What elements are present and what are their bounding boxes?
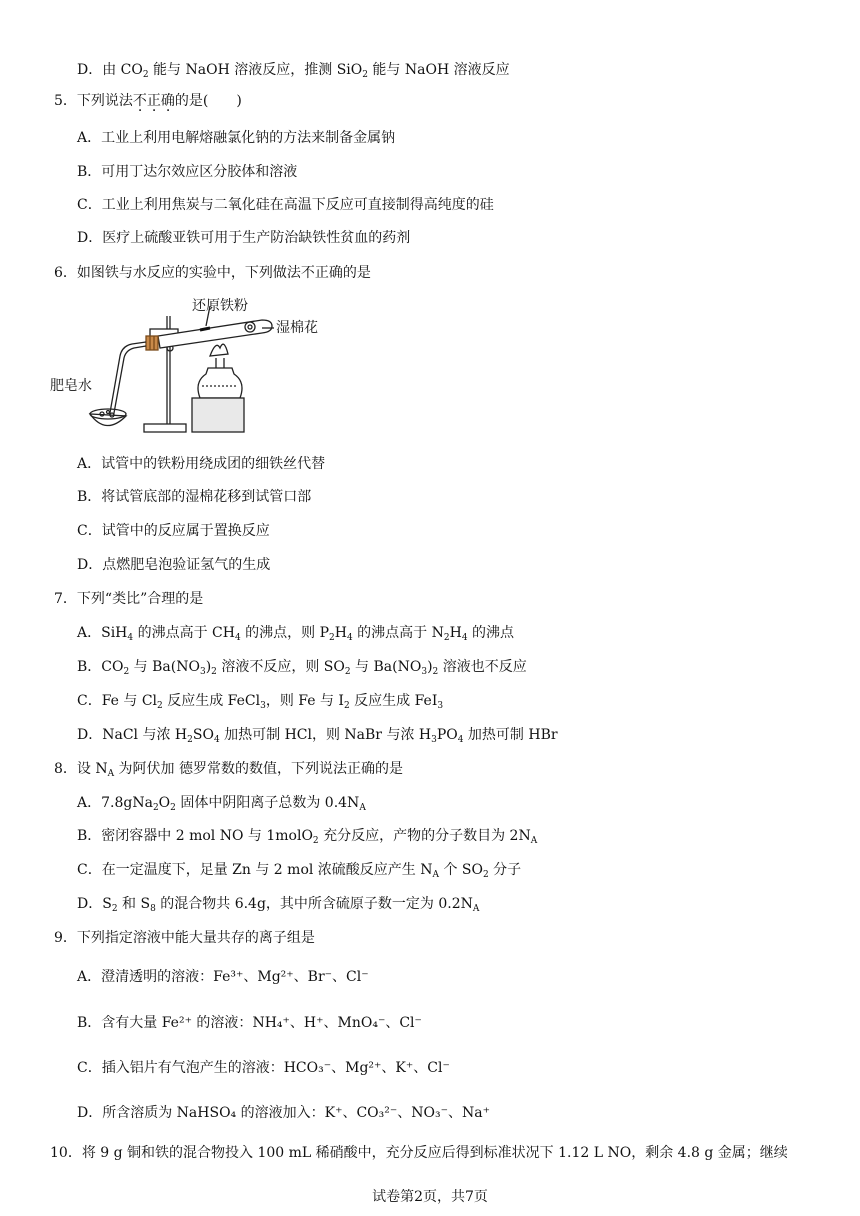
q9-a-ions: Fe³⁺、Mg²⁺、Br⁻、Cl⁻ (213, 969, 369, 985)
q9-option-d (77, 1104, 490, 1122)
subscript: 3 (431, 735, 437, 745)
q8-stem: 8．设 $N_A$ 为阿伏加 德罗常数的数值，下列说法正确的是 (54, 761, 404, 779)
subscript: 2 (344, 667, 351, 677)
q5-stem (54, 92, 242, 110)
q9-option-a (77, 968, 369, 986)
subscript: 2 (482, 870, 489, 880)
subscript: 2 (211, 667, 217, 677)
q5-option-a: A．工业上利用电解熔融氯化钠的方法来制备金属钠 (77, 130, 396, 146)
q4-option-d: D．由 $CO_2$ 能与 NaOH 溶液反应，推测 SiO$_2$ 能与 NaOH 溶液反应 (77, 62, 510, 80)
subscript: 3 (260, 701, 266, 711)
subscript: A (530, 836, 538, 846)
subscript: 4 (213, 735, 220, 745)
subscript: 2 (343, 701, 350, 711)
subscript: 2 (142, 70, 149, 80)
q9-c-text: C．插入铝片有气泡产生的溶液： (77, 1060, 284, 1076)
subscript: 2 (432, 667, 439, 677)
subscript: 2 (312, 836, 319, 846)
q6-stem: 6．如图铁与水反应的实验中，下列做法不正确的是 (54, 265, 371, 281)
subscript: 2 (187, 735, 193, 745)
subscript: 8 (150, 904, 156, 914)
subscript: 2 (329, 633, 335, 643)
iron-water-apparatus-figure (50, 296, 340, 442)
subscript: 2 (362, 70, 368, 80)
subscript: 2 (152, 803, 159, 813)
q9-b-text: B．含有大量 Fe²⁺ 的溶液： (77, 1015, 253, 1031)
label-wet-cotton: 湿棉花 (276, 320, 318, 336)
q10-stem: 10．将 9 g 铜和铁的混合物投入 100 mL 稀硝酸中，充分反应后得到标准状况下 1.12 L NO，剩余 4.8 g 金属；继续 (50, 1145, 788, 1161)
subscript: 4 (234, 633, 241, 643)
q5-stem-pre: 5．下列说法 (54, 93, 133, 109)
q5-option-c: C．工业上利用焦炭与二氧化硅在高温下反应可直接制得高纯度的硅 (77, 197, 494, 213)
q9-option-b (77, 1014, 422, 1032)
subscript: A (359, 803, 366, 813)
q6-option-a: A．试管中的铁粉用绕成团的细铁丝代替 (77, 456, 326, 472)
subscript: A (107, 769, 115, 779)
subscript: 2 (443, 633, 450, 643)
subscript: 2 (123, 667, 130, 677)
q7-stem: 7．下列“类比”合理的是 (54, 591, 204, 607)
q9-d-ions: K⁺、CO₃²⁻、NO₃⁻、Na⁺ (324, 1105, 490, 1121)
subscript: 2 (157, 701, 163, 711)
emphasis-char: 正 (146, 93, 161, 109)
q5-stem-post: 的是( ) (174, 93, 242, 109)
q8-option-c: C．在一定温度下，足量 Zn 与 2 mol 浓硫酸反应产生 $N_A$ 个 $SO_2$ 分子 (77, 862, 522, 880)
q5-option-d: D．医疗上硫酸亚铁可用于生产防治缺铁性贫血的药剂 (77, 230, 411, 246)
q6-option-c: C．试管中的反应属于置换反应 (77, 523, 270, 539)
subscript: 4 (461, 633, 468, 643)
page-footer: 试卷第2页，共7页 (372, 1189, 488, 1205)
q7-option-b: B．$CO_2$ 与 $Ba(NO_3)_2$ 溶液不反应，则 $SO_2$ 与 $Ba(NO_3)_2$ 溶液也不反应 (77, 659, 527, 677)
subscript: A (432, 870, 439, 880)
emphasis-char: 不 (132, 93, 147, 109)
q7-option-d: D．NaCl 与浓 $H_2SO_4$ 加热可制 HCl，则 NaBr 与浓 $H_3PO_4$ 加热可制 HBr (77, 727, 558, 745)
q6-option-d: D．点燃肥皂泡验证氢气的生成 (77, 557, 271, 573)
subscript: 3 (437, 701, 444, 711)
emphasis-char: 确 (160, 93, 175, 109)
q9-b-ions: NH₄⁺、H⁺、MnO₄⁻、Cl⁻ (252, 1015, 422, 1031)
q9-option-c (77, 1059, 450, 1077)
q6-option-b: B．将试管底部的湿棉花移到试管口部 (77, 489, 312, 505)
q7-option-a: A．SiH$_4$ 的沸点高于 $CH_4$ 的沸点，则 $P_2H_4$ 的沸点高于 $N_2H_4$ 的沸点 (77, 625, 514, 643)
subscript: A (472, 904, 480, 914)
q7-option-c: C．Fe 与 $Cl_2$ 反应生成 FeCl$_3$，则 Fe 与 $I_2$ 反应生成 FeI$_3$ (77, 693, 444, 711)
q9-stem: 9．下列指定溶液中能大量共存的离子组是 (54, 930, 315, 946)
q9-d-text: D．所含溶质为 NaHSO₄ 的溶液加入： (77, 1105, 325, 1121)
label-soap-water: 肥皂水 (50, 378, 92, 394)
subscript: 4 (457, 735, 464, 745)
subscript: 3 (199, 667, 206, 677)
subscript: 3 (421, 667, 428, 677)
q9-a-text: A．澄清透明的溶液： (77, 969, 214, 985)
subscript: 2 (111, 904, 118, 914)
subscript: 2 (170, 803, 176, 813)
q8-option-b: B．密闭容器中 2 mol NO 与 1molO$_2$ 充分反应，产物的分子数目为 $2N_A$ (77, 828, 538, 846)
label-iron-powder: 还原铁粉 (192, 298, 248, 314)
subscript: 4 (127, 633, 134, 643)
q8-option-d: D．$S_2$ 和 $S_8$ 的混合物共 6.4g，其中所含硫原子数一定为 $0.2N_A$ (77, 896, 480, 914)
q5-option-b: B．可用丁达尔效应区分胶体和溶液 (77, 164, 298, 180)
subscript: 4 (346, 633, 353, 643)
q8-option-a: A．$7.8gNa_2O_2$ 固体中阴阳离子总数为 $0.4N_A$ (77, 795, 366, 813)
q9-c-ions: HCO₃⁻、Mg²⁺、K⁺、Cl⁻ (283, 1060, 450, 1076)
